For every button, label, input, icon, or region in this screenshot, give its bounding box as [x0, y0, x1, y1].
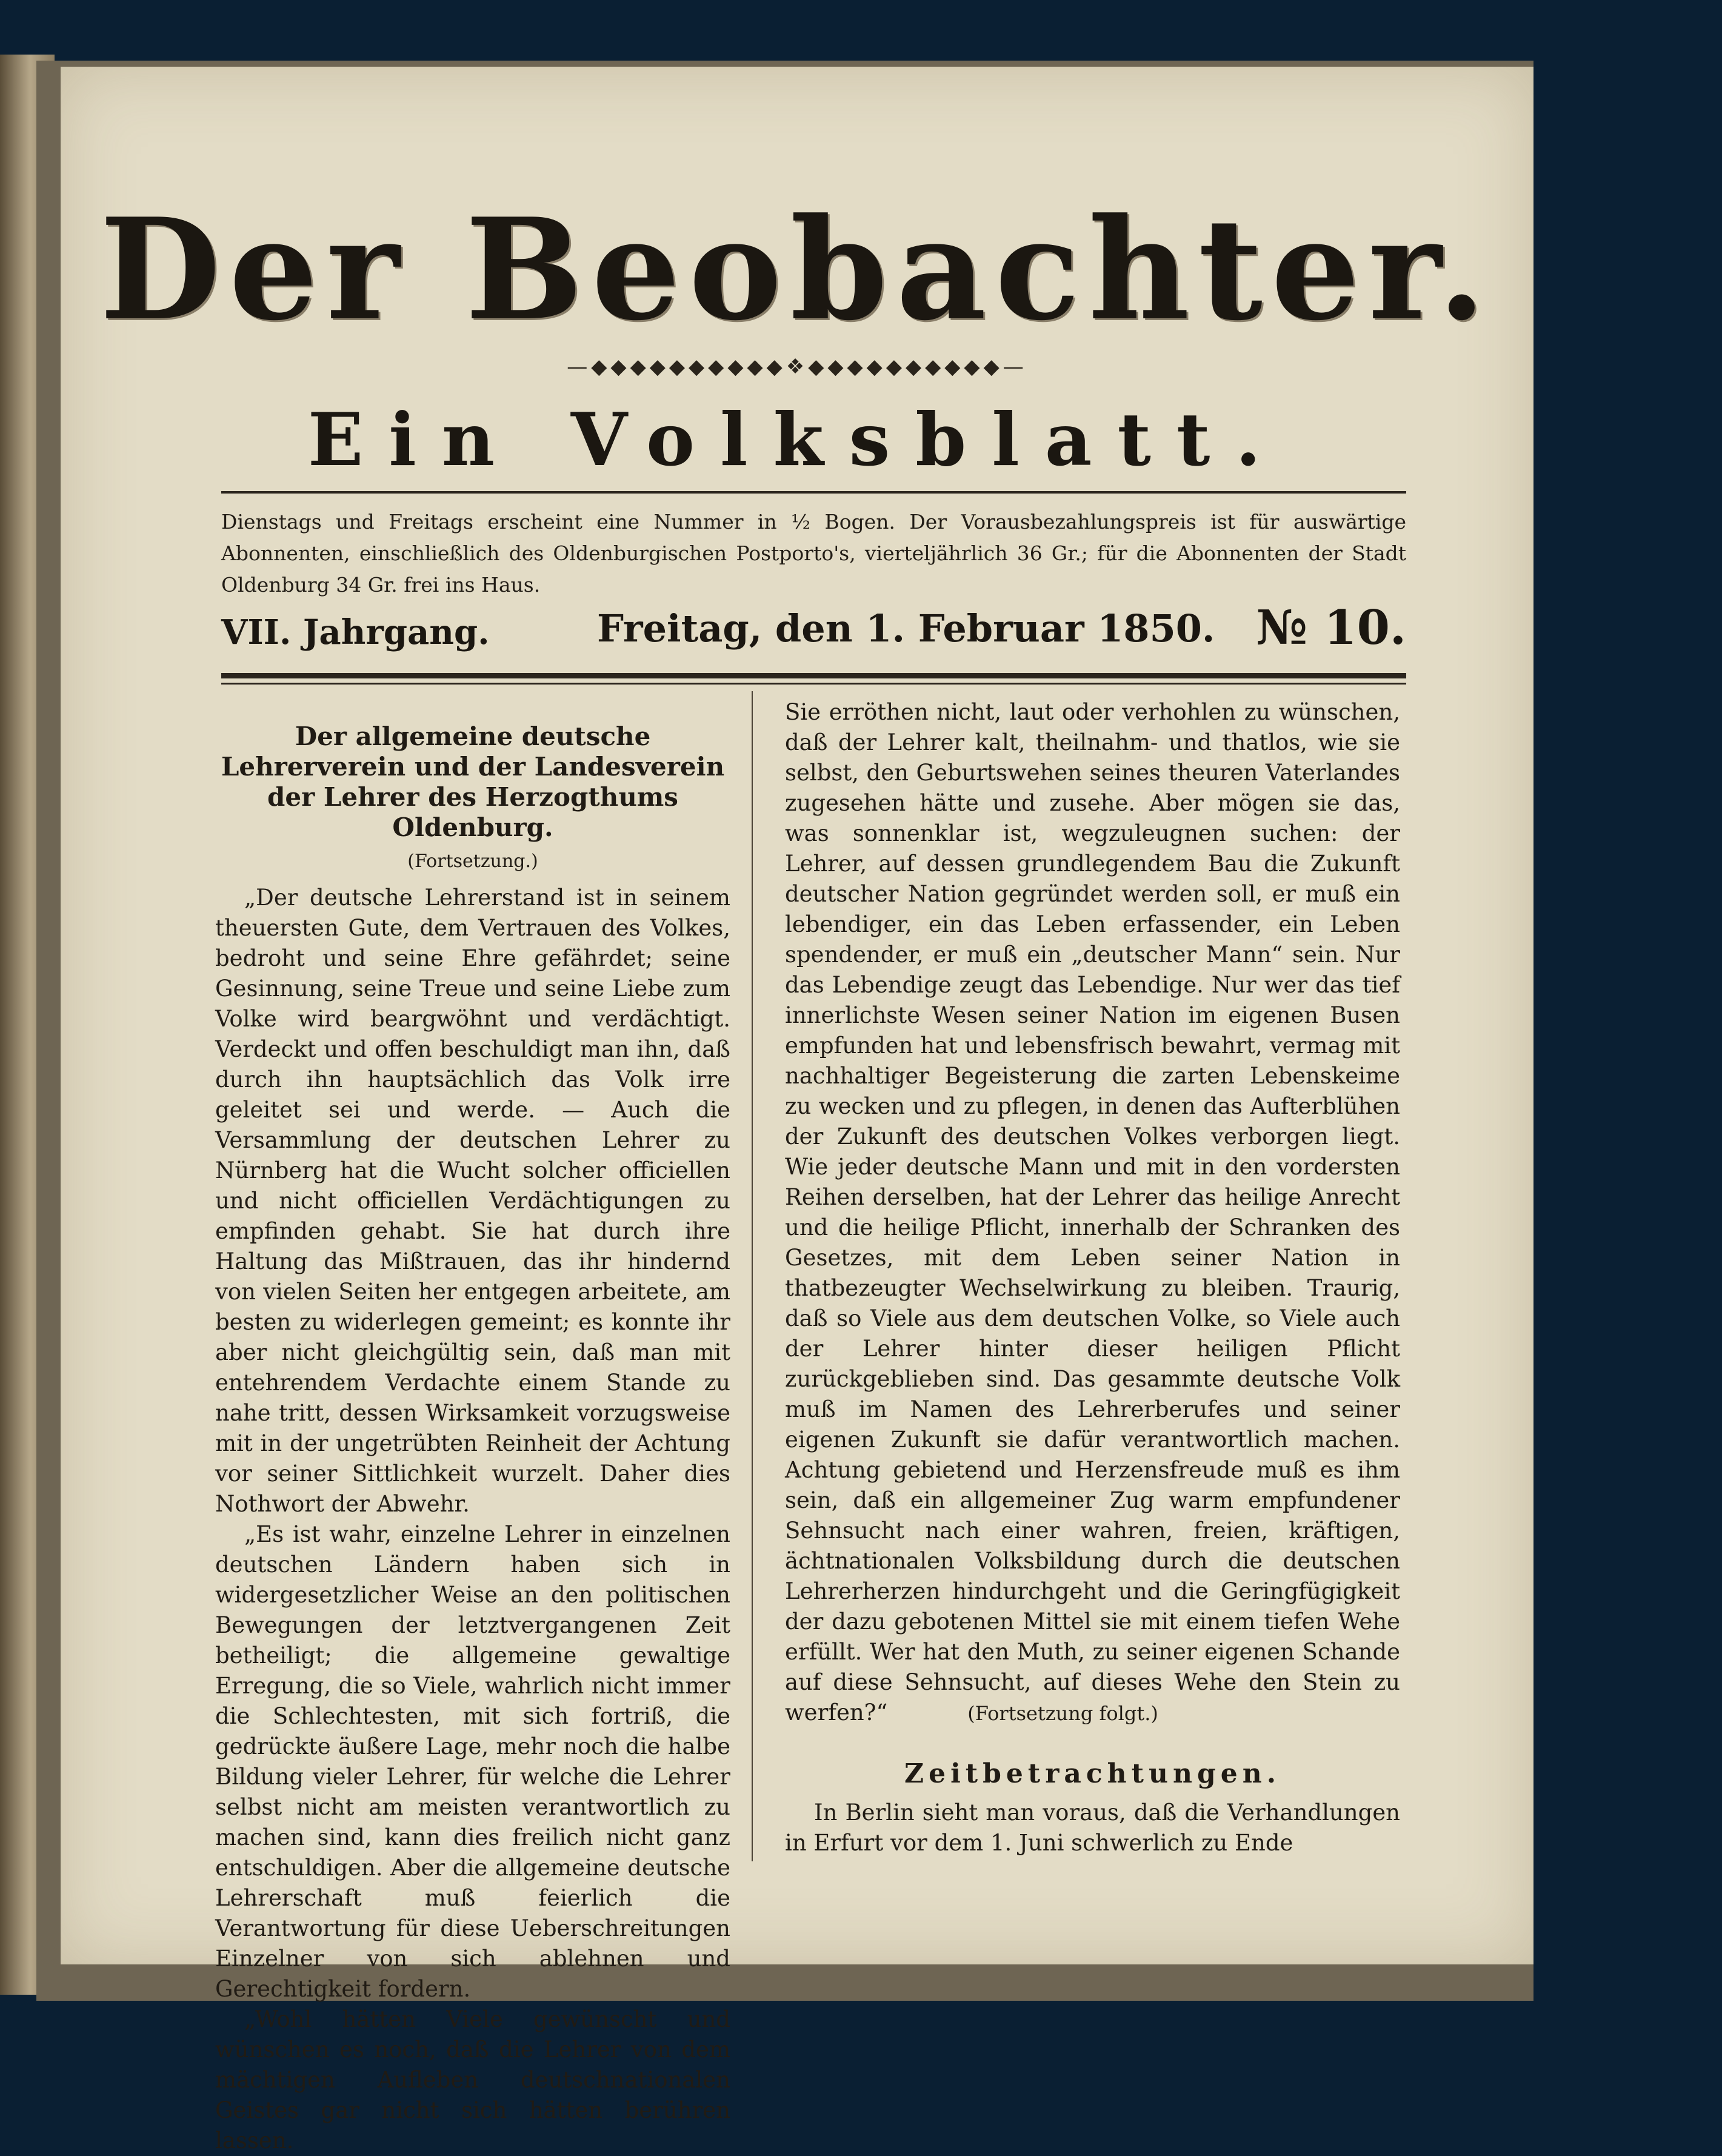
continuation-note: (Fortsetzung.)	[407, 851, 538, 872]
section-title: Zeitbetrachtungen.	[904, 1758, 1281, 1789]
masthead-ornament: —◆◆◆◆◆◆◆◆◆◆❖◆◆◆◆◆◆◆◆◆◆—	[567, 355, 1027, 379]
issue-date: Freitag, den 1. Februar 1850.	[597, 606, 1215, 651]
newspaper-page	[61, 67, 1533, 2154]
article-paragraph-text: Sie erröthen nicht, laut oder verhohlen zu wünschen, daß der Lehrer kalt, theilnahm- und thatlos, wie sie selbst, den Geburtswehen seines theuren Vaterlandes zugesehen hätte und zusehe. Aber mögen sie das, was sonnenklar ist, wegzuleugnen suchen: der Lehrer, auf dessen grundlegendem Bau die Zukunft deutscher Nation gegründet werden soll, er muß ein lebendiger, ein das Leben erfassender, ein Leben spendender, er muß ein „deutscher Mann“ sein. Nur das Lebendige zeugt das Lebendige. Nur wer das tief innerlichste Wesen seiner Nation im eigenen Busen empfunden hat und lebensfrisch bewahrt, vermag mit nachhaltiger Begeisterung die zarten Lebenskeime zu wecken und zu pflegen, in denen das Aufterblühen der Zukunft des deutschen Volkes verborgen liegt. Wie jeder deutsche Mann und mit in den vordersten Reihen derselben, hat der Lehrer das heilige Anrecht und die heilige Pflicht, innerhalb der Schranken des Gesetzes, mit dem Leben seiner Nation in thatbezeugter Wechselwirkung zu bleiben. Traurig, daß so Viele aus dem deutschen Volke, so Viele auch der Lehrer hinter dieser heiligen Pflicht zurückgeblieben sind. Das gesammte deutsche Volk muß im Namen des Lehrerberufes und seiner eigenen Zukunft sie dafür verantwortlich machen. Achtung gebietend und Herzensfreude muß es ihm sein, daß ein allgemeiner Zug warm empfundener Sehnsucht nach einer wahren, freien, kräftigen, ächtnationalen Volksbildung durch die deutschen Lehrerherzen hindurchgeht und die Geringfügigkeit der dazu gebotenen Mittel sie mit einem tiefen Wehe erfüllt. Wer hat den Muth, zu seiner eigenen Schande auf diese Sehnsucht, auf dieses Wehe den Stein zu werfen?“	[785, 699, 1400, 1726]
masthead-subtitle: Ein Volksblatt.	[307, 397, 1287, 483]
to-be-continued-note: (Fortsetzung folgt.)	[967, 1702, 1158, 1725]
issue-line	[221, 600, 1406, 667]
article-headline: Der allgemeine deutsche Lehrerverein und der Landesverein der Lehrer des Herzogthums Oldenburg.	[221, 721, 725, 842]
volume-label: VII. Jahrgang.	[221, 612, 490, 652]
subscription-notice: Dienstags und Freitags erscheint eine Nummer in ½ Bogen. Der Vorausbezahlungspreis ist für auswärtige Abonnenten, einschließlich des Oldenburgischen Postporto's, vierteljährlich 36 Gr.; für die Abonnenten der Stadt Oldenburg 34 Gr. frei ins Haus.	[221, 510, 1406, 597]
article-paragraph: „Wohl hätten Viele gewünscht und wünschen es noch, daß die Lehrer von dem mächtigen Aufleben deutschnationalen Geistes gar nicht sich hätten berühren lassen.	[215, 2006, 730, 2154]
article-paragraph	[785, 697, 1400, 1729]
section-paragraph: In Berlin sieht man voraus, daß die Verhandlungen in Erfurt vor dem 1. Juni schwerlich zu Ende	[785, 1799, 1400, 1856]
article-paragraph: „Der deutsche Lehrerstand ist in seinem theuersten Gute, dem Vertrauen des Volkes, bedroht und seine Ehre gefährdet; seine Gesinnung, seine Treue und seine Liebe zum Volke wird beargwöhnt und verdächtigt. Verdeckt und offen beschuldigt man ihn, daß durch ihn hauptsächlich das Volk irre geleitet sei und werde. — Auch die Versammlung der deutschen Lehrer zu Nürnberg hat die Wucht solcher officiellen und nicht officiellen Verdächtigungen zu empfinden gehabt. Sie hat durch ihre Haltung das Mißtrauen, das ihr hindernd von vielen Seiten her entgegen arbeitete, am besten zu widerlegen gemeint; es konnte ihr aber nicht gleichgültig sein, daß man mit entehrendem Verdachte einem Stande zu nahe tritt, dessen Wirksamkeit vorzugsweise mit in der ungetrübten Reinheit der Achtung vor seiner Sittlichkeit wurzelt. Daher dies Nothwort der Abwehr.	[215, 885, 730, 1517]
masthead-title: Der Beobachter.	[99, 188, 1495, 352]
right-column	[785, 697, 1400, 1858]
double-rule-thick	[221, 673, 1406, 678]
divider-rule	[221, 491, 1406, 494]
column-divider	[752, 691, 753, 1861]
issue-number: № 10.	[1256, 600, 1406, 655]
left-column	[215, 697, 730, 2156]
double-rule-thin	[221, 683, 1406, 685]
article-paragraph: „Es ist wahr, einzelne Lehrer in einzelnen deutschen Ländern haben sich in widergesetzlicher Weise an den politischen Bewegungen der letztvergangenen Zeit betheiligt; die allgemeine gewaltige Erregung, die so Viele, wahrlich nicht immer die Schlechtesten, mit sich fortriß, die gedrückte äußere Lage, mehr noch die halbe Bildung vieler Lehrer, für welche die Lehrer selbst nicht am meisten verantwortlich zu machen sind, kann dies freilich nicht ganz entschuldigen. Aber die allgemeine deutsche Lehrerschaft muß feierlich die Verantwortung für diese Ueberschreitungen Einzelner von sich ablehnen und Gerechtigkeit fordern.	[215, 1521, 730, 2002]
